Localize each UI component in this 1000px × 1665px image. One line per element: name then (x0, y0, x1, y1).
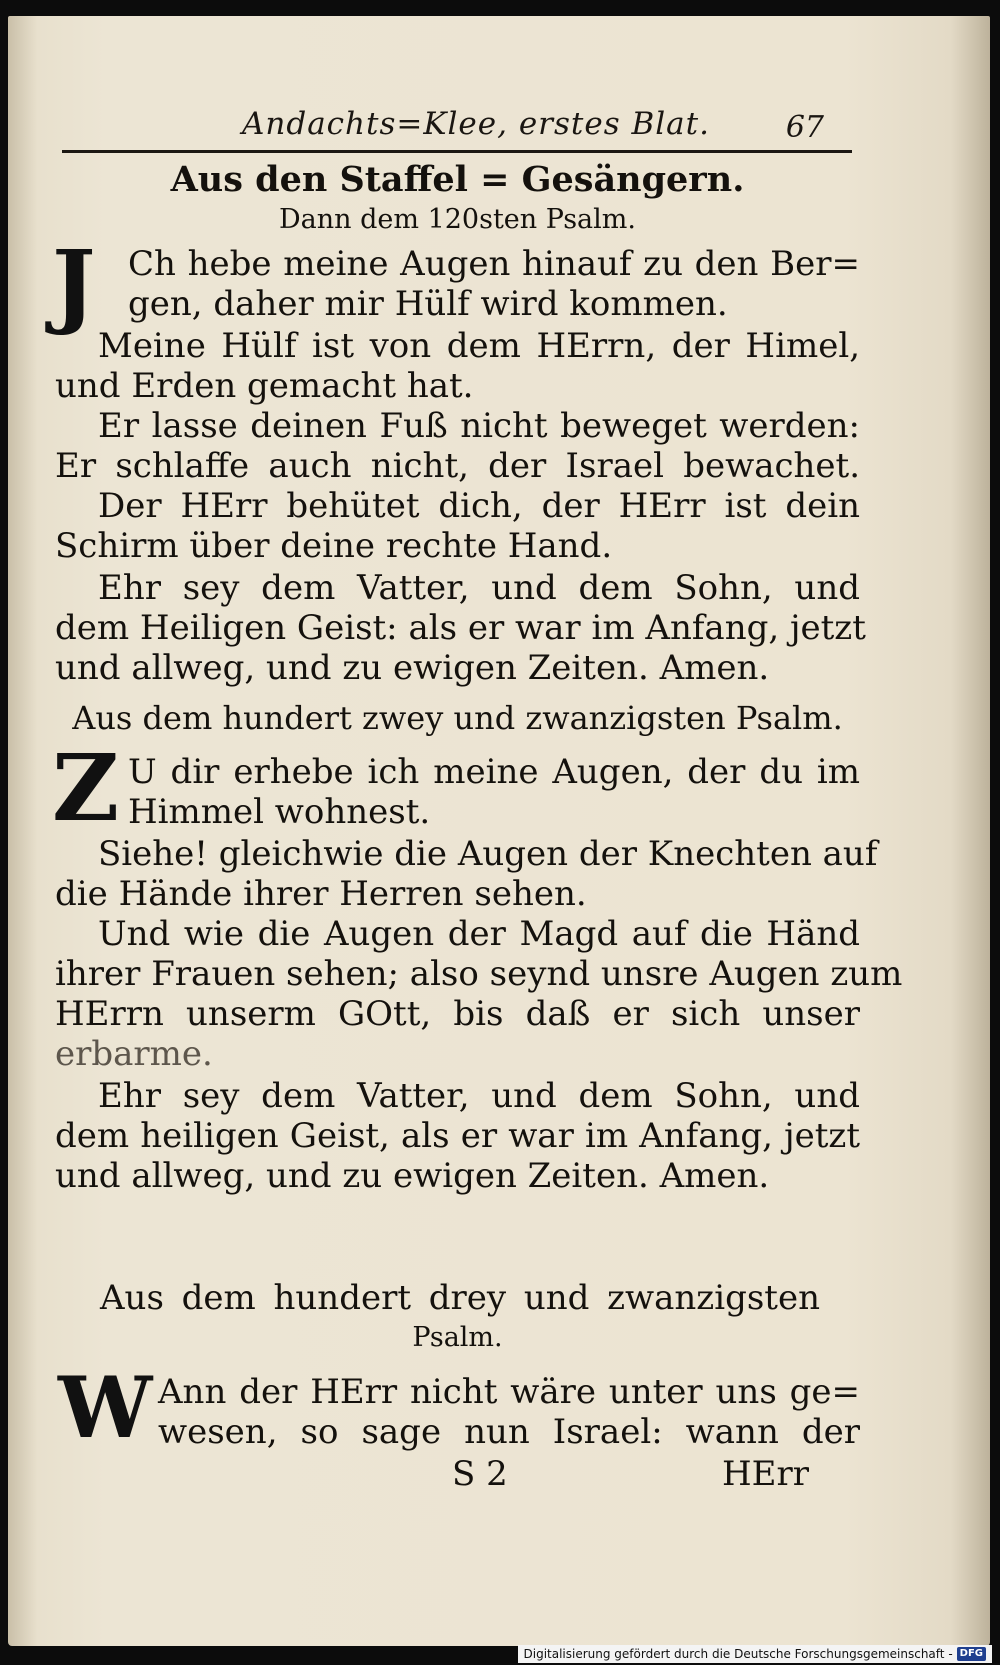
text-line: Schirm über deine rechte Hand. (55, 526, 613, 566)
text-line: HErrn unserm GOtt, bis daß er sich unser (55, 994, 860, 1034)
section-heading: Aus dem hundert zwey und zwanzigsten Psalm. (72, 699, 843, 737)
page-header (62, 102, 852, 153)
text-line: dem Heiligen Geist: als er war im Anfang, jetzt (55, 608, 866, 648)
text-line: die Hände ihrer Herren sehen. (55, 874, 587, 914)
text-line: Er schlaffe auch nicht, der Israel bewachet. (55, 446, 860, 486)
section-heading-continued: Psalm. (412, 1322, 503, 1353)
initial-letter: W (58, 1358, 153, 1457)
text-line: Ann der HErr nicht wäre unter uns ge= (158, 1372, 860, 1412)
text-line: Siehe! gleichwie die Augen der Knechten auf (98, 834, 878, 874)
text-line: ihrer Frauen sehen; also seynd unsre Augen zum (55, 954, 903, 994)
section-heading: Aus dem hundert drey und zwanzigsten (100, 1278, 820, 1318)
dfg-logo: DFG (957, 1647, 986, 1661)
text-line: Ch hebe meine Augen hinauf zu den Ber= (128, 244, 860, 284)
text-line: wesen, so sage nun Israel: wann der (158, 1412, 860, 1452)
footer-text: Digitalisierung gefördert durch die Deutsche Forschungsgemeinschaft - (523, 1647, 953, 1661)
text-line: Himmel wohnest. (128, 792, 431, 832)
text-line: und Erden gemacht hat. (55, 366, 474, 406)
text-line: gen, daher mir Hülf wird kommen. (128, 284, 728, 324)
text-line: Und wie die Augen der Magd auf die Händ (98, 914, 860, 954)
text-line: Ehr sey dem Vatter, und dem Sohn, und (98, 1076, 860, 1116)
text-line: Meine Hülf ist von dem HErrn, der Himel, (98, 326, 860, 366)
text-line: U dir erhebe ich meine Augen, der du im (128, 752, 860, 792)
page-number: 67 (785, 110, 824, 145)
text-line: dem heiligen Geist, als er war im Anfang, jetzt (55, 1116, 860, 1156)
text-line: Ehr sey dem Vatter, und dem Sohn, und (98, 568, 860, 608)
digitization-footer (518, 1645, 993, 1663)
text-line: und allweg, und zu ewigen Zeiten. Amen. (55, 648, 770, 688)
initial-letter: Z (52, 734, 120, 842)
running-title: Andachts=Klee, erstes Blat. (242, 106, 710, 142)
text-line: erbarme. (55, 1034, 213, 1074)
section-subheading: Dann dem 120sten Psalm. (279, 204, 636, 235)
text-line: Der HErr behütet dich, der HErr ist dein (98, 486, 860, 526)
section-heading: Aus den Staffel = Gesängern. (170, 159, 745, 200)
initial-letter: J (52, 230, 96, 338)
text-line: und allweg, und zu ewigen Zeiten. Amen. (55, 1156, 770, 1196)
catchword: HErr (722, 1454, 809, 1494)
text-line: Er lasse deinen Fuß nicht beweget werden: (98, 406, 860, 446)
signature-mark: S 2 (452, 1454, 508, 1494)
